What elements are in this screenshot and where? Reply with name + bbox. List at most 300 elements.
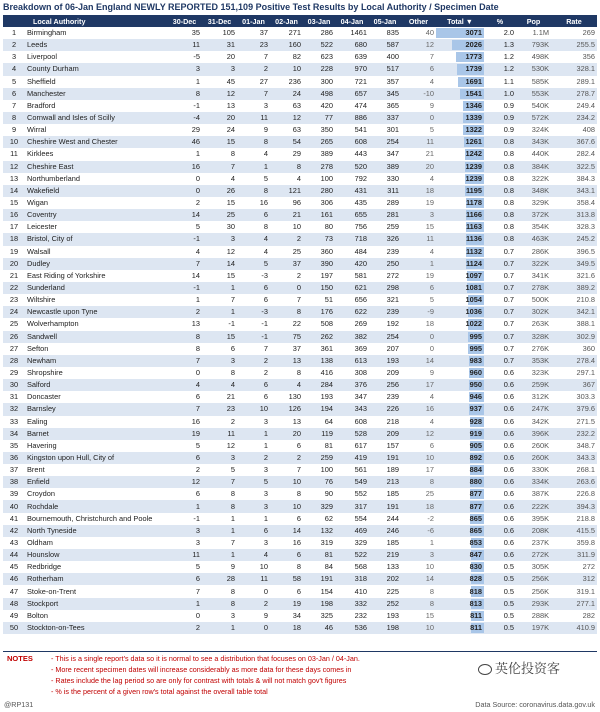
percent-cell: 0.7 <box>484 246 516 258</box>
date-count-cell: 34 <box>270 610 303 622</box>
date-count-cell: 24 <box>270 88 303 100</box>
date-count-cell: 75 <box>270 331 303 343</box>
rank-cell: 13 <box>3 173 25 185</box>
date-count-cell: -4 <box>167 112 202 124</box>
column-header[interactable]: Total ▼ <box>436 15 484 27</box>
other-cell: 5 <box>401 294 436 306</box>
date-count-cell: 552 <box>335 488 369 500</box>
total-value: 1239 <box>465 161 482 171</box>
date-count-cell: 254 <box>369 331 401 343</box>
table-row <box>3 100 597 112</box>
date-count-cell: 8 <box>237 185 270 197</box>
rank-cell: 17 <box>3 221 25 233</box>
date-count-cell: 35 <box>167 27 202 39</box>
date-count-cell: 213 <box>369 476 401 488</box>
total-cell <box>436 27 484 39</box>
total-cell <box>436 270 484 282</box>
table-row <box>3 124 597 136</box>
population-cell: 387K <box>516 488 551 500</box>
percent-cell: 0.6 <box>484 549 516 561</box>
date-count-cell: 301 <box>369 124 401 136</box>
table-row <box>3 585 597 597</box>
note-line: - More recent specimen dates will increase considerably as more data for these days comes in <box>51 665 352 674</box>
footer-handle: @RP131 <box>4 700 34 709</box>
note-line: - % is the percent of a given row's total against the overall table total <box>51 687 268 696</box>
population-cell: 322K <box>516 173 551 185</box>
percent-cell: 1.2 <box>484 63 516 75</box>
date-count-cell: 176 <box>303 306 335 318</box>
other-cell: 18 <box>401 318 436 330</box>
rank-cell: 1 <box>3 27 25 39</box>
date-count-cell: 3 <box>202 610 237 622</box>
rate-cell: 297.1 <box>551 367 597 379</box>
date-count-cell: 209 <box>369 367 401 379</box>
authority-name: Stockton-on-Tees <box>25 622 167 634</box>
total-cell <box>436 343 484 355</box>
total-cell <box>436 124 484 136</box>
date-count-cell: 517 <box>369 63 401 75</box>
date-count-cell: 6 <box>237 379 270 391</box>
column-header: 01-Jan <box>237 15 270 27</box>
other-cell: 14 <box>401 573 436 585</box>
rank-cell: 6 <box>3 88 25 100</box>
date-count-cell: 6 <box>270 585 303 597</box>
date-count-cell: 306 <box>303 197 335 209</box>
rate-cell: 269 <box>551 27 597 39</box>
percent-cell: 0.6 <box>484 391 516 403</box>
authority-name: Sandwell <box>25 331 167 343</box>
date-count-cell: 420 <box>303 100 335 112</box>
population-cell: 395K <box>516 513 551 525</box>
date-count-cell: 3 <box>202 355 237 367</box>
rank-cell: 44 <box>3 549 25 561</box>
total-value: 937 <box>469 404 482 414</box>
date-count-cell: 12 <box>167 476 202 488</box>
date-count-cell: 197 <box>303 270 335 282</box>
column-header: 31-Dec <box>202 15 237 27</box>
table-row <box>3 488 597 500</box>
rank-cell: 26 <box>3 331 25 343</box>
date-count-cell: 7 <box>270 464 303 476</box>
total-value: 1178 <box>465 198 482 208</box>
date-count-cell: 4 <box>270 173 303 185</box>
date-count-cell: -1 <box>237 331 270 343</box>
table-row <box>3 294 597 306</box>
other-cell: 4 <box>401 76 436 88</box>
date-count-cell: 4 <box>237 549 270 561</box>
date-count-cell: 443 <box>335 148 369 160</box>
date-count-cell: 236 <box>270 76 303 88</box>
date-count-cell: 63 <box>270 124 303 136</box>
table-row <box>3 282 597 294</box>
watermark-text: 英伦投资客 <box>495 661 561 676</box>
rate-cell: 384.3 <box>551 173 597 185</box>
table-row <box>3 549 597 561</box>
date-count-cell: 8 <box>202 585 237 597</box>
other-cell: 4 <box>401 391 436 403</box>
date-count-cell: 1 <box>237 440 270 452</box>
rank-cell: 4 <box>3 63 25 75</box>
date-count-cell: 298 <box>369 282 401 294</box>
authority-name: Bolton <box>25 610 167 622</box>
rate-cell: 396.5 <box>551 246 597 258</box>
population-cell: 372K <box>516 209 551 221</box>
date-count-cell: -1 <box>167 282 202 294</box>
date-count-cell: 389 <box>303 148 335 160</box>
date-count-cell: 194 <box>303 403 335 415</box>
rate-cell: 277.1 <box>551 598 597 610</box>
date-count-cell: 1 <box>202 549 237 561</box>
date-count-cell: 46 <box>303 622 335 634</box>
percent-cell: 0.9 <box>484 124 516 136</box>
date-count-cell: 2 <box>167 622 202 634</box>
authority-name: Wirral <box>25 124 167 136</box>
percent-cell: 2.0 <box>484 27 516 39</box>
date-count-cell: 7 <box>167 355 202 367</box>
rank-cell: 31 <box>3 391 25 403</box>
table-row <box>3 525 597 537</box>
date-count-cell: 3 <box>202 63 237 75</box>
date-count-cell: 6 <box>237 282 270 294</box>
date-count-cell: 8 <box>270 367 303 379</box>
total-value: 1322 <box>465 125 482 135</box>
authority-name: Sunderland <box>25 282 167 294</box>
date-count-cell: 357 <box>369 76 401 88</box>
date-count-cell: 1461 <box>335 27 369 39</box>
date-count-cell: 6 <box>237 391 270 403</box>
date-count-cell: 90 <box>303 488 335 500</box>
total-cell <box>436 464 484 476</box>
total-value: 1242 <box>465 149 482 159</box>
date-count-cell: 191 <box>369 500 401 512</box>
date-count-cell: 622 <box>335 306 369 318</box>
date-count-cell: 81 <box>303 549 335 561</box>
authority-name: Liverpool <box>25 51 167 63</box>
date-count-cell: 6 <box>167 391 202 403</box>
date-count-cell: 37 <box>270 258 303 270</box>
population-cell: 353K <box>516 355 551 367</box>
rate-cell: 245.2 <box>551 233 597 245</box>
date-count-cell: 58 <box>270 573 303 585</box>
date-count-cell: 51 <box>303 294 335 306</box>
date-count-cell: 11 <box>237 573 270 585</box>
total-value: 1773 <box>465 52 482 62</box>
total-cell <box>436 622 484 634</box>
other-cell: 11 <box>401 233 436 245</box>
date-count-cell: 528 <box>335 428 369 440</box>
date-count-cell: 3 <box>237 488 270 500</box>
table-row <box>3 270 597 282</box>
total-value: 865 <box>469 513 482 523</box>
total-value: 1739 <box>465 64 482 74</box>
total-value: 828 <box>469 574 482 584</box>
date-count-cell: 382 <box>335 331 369 343</box>
date-count-cell: 369 <box>335 343 369 355</box>
table-row <box>3 197 597 209</box>
column-header: 03-Jan <box>303 15 335 27</box>
date-count-cell: 3 <box>237 100 270 112</box>
date-count-cell: 1 <box>167 294 202 306</box>
header-row <box>3 15 597 27</box>
date-count-cell: 329 <box>335 537 369 549</box>
total-value: 946 <box>469 392 482 402</box>
rank-cell: 20 <box>3 258 25 270</box>
population-cell: 396K <box>516 428 551 440</box>
total-value: 960 <box>469 368 482 377</box>
rank-cell: 47 <box>3 585 25 597</box>
percent-cell: 0.6 <box>484 440 516 452</box>
other-cell: 18 <box>401 185 436 197</box>
percent-cell: 0.8 <box>484 161 516 173</box>
population-cell: 500K <box>516 294 551 306</box>
total-value: 1239 <box>465 173 482 183</box>
total-value: 877 <box>469 501 482 511</box>
date-count-cell: 289 <box>369 197 401 209</box>
percent-cell: 0.5 <box>484 610 516 622</box>
date-count-cell: 2 <box>270 270 303 282</box>
date-count-cell: 10 <box>237 403 270 415</box>
authority-name: Barnet <box>25 428 167 440</box>
table-row <box>3 440 597 452</box>
date-count-cell: 350 <box>303 124 335 136</box>
date-count-cell: 617 <box>335 440 369 452</box>
date-count-cell: 420 <box>335 258 369 270</box>
date-count-cell: 2 <box>202 416 237 428</box>
other-cell: 6 <box>401 63 436 75</box>
date-count-cell: 280 <box>303 185 335 197</box>
date-count-cell: 8 <box>202 500 237 512</box>
population-cell: 260K <box>516 440 551 452</box>
date-count-cell: 6 <box>167 488 202 500</box>
date-count-cell: 639 <box>335 51 369 63</box>
date-count-cell: 3 <box>167 63 202 75</box>
date-count-cell: 14 <box>202 258 237 270</box>
date-count-cell: 2 <box>237 63 270 75</box>
table-row <box>3 416 597 428</box>
column-header <box>3 15 25 27</box>
total-cell <box>436 476 484 488</box>
population-cell: 530K <box>516 63 551 75</box>
date-count-cell: 82 <box>270 51 303 63</box>
date-count-cell: 2 <box>270 452 303 464</box>
date-count-cell: 126 <box>270 403 303 415</box>
authority-name: Wakefield <box>25 185 167 197</box>
date-count-cell: 10 <box>270 500 303 512</box>
date-count-cell: 15 <box>202 331 237 343</box>
total-cell <box>436 549 484 561</box>
date-count-cell: 105 <box>202 27 237 39</box>
other-cell: 10 <box>401 561 436 573</box>
rate-cell: 249.4 <box>551 100 597 112</box>
date-count-cell: 286 <box>303 27 335 39</box>
date-count-cell: 419 <box>335 452 369 464</box>
percent-cell: 0.8 <box>484 148 516 160</box>
rank-cell: 18 <box>3 233 25 245</box>
rate-cell: 278.4 <box>551 355 597 367</box>
date-count-cell: 410 <box>335 585 369 597</box>
date-count-cell: 37 <box>270 343 303 355</box>
date-count-cell: 281 <box>369 209 401 221</box>
date-count-cell: 325 <box>303 610 335 622</box>
table-row <box>3 343 597 355</box>
date-count-cell: 0 <box>270 282 303 294</box>
date-count-cell: 7 <box>167 585 202 597</box>
date-count-cell: 3 <box>202 452 237 464</box>
date-count-cell: 721 <box>335 76 369 88</box>
rate-cell: 282.4 <box>551 148 597 160</box>
rank-cell: 2 <box>3 39 25 51</box>
date-count-cell: 4 <box>202 379 237 391</box>
table-row <box>3 537 597 549</box>
date-count-cell: 8 <box>270 488 303 500</box>
population-cell: 259K <box>516 379 551 391</box>
rate-cell: 358.4 <box>551 197 597 209</box>
date-count-cell: 0 <box>237 622 270 634</box>
date-count-cell: 11 <box>167 39 202 51</box>
date-count-cell: 11 <box>167 549 202 561</box>
total-value: 813 <box>469 598 482 608</box>
date-count-cell: 193 <box>369 610 401 622</box>
date-count-cell: 2 <box>270 233 303 245</box>
note-line: - This is a single report's data so it is normal to see a distribution that focuses on 03-Jan / 04-Jan. <box>51 654 360 663</box>
date-count-cell: 1 <box>167 76 202 88</box>
date-count-cell: 6 <box>270 513 303 525</box>
date-count-cell: 12 <box>270 112 303 124</box>
date-count-cell: 343 <box>335 403 369 415</box>
rate-cell: 289.1 <box>551 76 597 88</box>
table-row <box>3 136 597 148</box>
other-cell: -10 <box>401 88 436 100</box>
percent-cell: 0.7 <box>484 331 516 343</box>
date-count-cell: 3 <box>167 525 202 537</box>
date-count-cell: 64 <box>303 416 335 428</box>
rate-cell: 322.5 <box>551 161 597 173</box>
date-count-cell: 536 <box>335 622 369 634</box>
date-count-cell: 21 <box>202 391 237 403</box>
date-count-cell: 8 <box>167 343 202 355</box>
total-value: 884 <box>469 465 482 475</box>
other-cell: 8 <box>401 476 436 488</box>
population-cell: 260K <box>516 452 551 464</box>
percent-cell: 0.8 <box>484 221 516 233</box>
rank-cell: 32 <box>3 403 25 415</box>
authority-name: Rotherham <box>25 573 167 585</box>
rate-cell: 388.1 <box>551 318 597 330</box>
percent-cell: 0.6 <box>484 476 516 488</box>
date-count-cell: 26 <box>202 185 237 197</box>
date-count-cell: 284 <box>303 379 335 391</box>
date-count-cell: 228 <box>303 63 335 75</box>
total-cell <box>436 233 484 245</box>
date-count-cell: 3 <box>202 233 237 245</box>
date-count-cell: 6 <box>270 440 303 452</box>
date-count-cell: 244 <box>369 513 401 525</box>
date-count-cell: 1 <box>202 282 237 294</box>
rank-cell: 24 <box>3 306 25 318</box>
date-count-cell: 14 <box>270 525 303 537</box>
population-cell: 329K <box>516 197 551 209</box>
date-count-cell: -1 <box>167 100 202 112</box>
date-count-cell: 239 <box>369 306 401 318</box>
date-count-cell: 416 <box>303 367 335 379</box>
date-count-cell: 15 <box>202 270 237 282</box>
total-value: 919 <box>469 428 482 438</box>
date-count-cell: 321 <box>369 294 401 306</box>
column-header: Pop <box>516 15 551 27</box>
date-count-cell: 347 <box>335 391 369 403</box>
date-count-cell: 390 <box>303 258 335 270</box>
column-header: 05-Jan <box>369 15 401 27</box>
other-cell: 1 <box>401 537 436 549</box>
population-cell: 343K <box>516 136 551 148</box>
total-value: 811 <box>470 622 482 632</box>
total-value: 818 <box>469 586 482 596</box>
total-value: 1132 <box>465 246 482 256</box>
total-cell <box>436 573 484 585</box>
percent-cell: 0.7 <box>484 318 516 330</box>
date-count-cell: 76 <box>303 476 335 488</box>
date-count-cell: 20 <box>270 428 303 440</box>
date-count-cell: 680 <box>335 39 369 51</box>
date-count-cell: 0 <box>167 610 202 622</box>
rank-cell: 48 <box>3 598 25 610</box>
date-count-cell: 3 <box>237 537 270 549</box>
total-value: 1691 <box>465 76 482 86</box>
authority-name: Sheffield <box>25 76 167 88</box>
date-count-cell: 469 <box>335 525 369 537</box>
total-value: 3071 <box>465 28 482 38</box>
date-count-cell: 7 <box>202 161 237 173</box>
date-count-cell: 23 <box>202 403 237 415</box>
rate-cell: 389.2 <box>551 282 597 294</box>
other-cell: -9 <box>401 306 436 318</box>
authority-name: Walsall <box>25 246 167 258</box>
percent-cell: 1.3 <box>484 39 516 51</box>
date-count-cell: 81 <box>303 440 335 452</box>
percent-cell: 0.9 <box>484 112 516 124</box>
date-count-cell: 7 <box>270 294 303 306</box>
total-value: 1124 <box>465 258 482 268</box>
total-cell <box>436 331 484 343</box>
date-count-cell: 100 <box>303 464 335 476</box>
date-count-cell: 2 <box>237 452 270 464</box>
date-count-cell: 608 <box>335 416 369 428</box>
date-count-cell: 3 <box>167 537 202 549</box>
rate-cell: 359.8 <box>551 537 597 549</box>
authority-name: Croydon <box>25 488 167 500</box>
date-count-cell: 21 <box>270 209 303 221</box>
authority-name: Leeds <box>25 39 167 51</box>
date-count-cell: 345 <box>369 88 401 100</box>
rank-cell: 22 <box>3 282 25 294</box>
population-cell: 348K <box>516 185 551 197</box>
date-count-cell: 256 <box>369 379 401 391</box>
date-count-cell: 269 <box>335 318 369 330</box>
rank-cell: 5 <box>3 76 25 88</box>
total-value: 983 <box>469 355 482 365</box>
authority-name: Rochdale <box>25 500 167 512</box>
date-count-cell: 8 <box>202 148 237 160</box>
date-count-cell: 11 <box>202 428 237 440</box>
population-cell: 278K <box>516 282 551 294</box>
rank-cell: 23 <box>3 294 25 306</box>
population-cell: 384K <box>516 161 551 173</box>
other-cell: 40 <box>401 27 436 39</box>
authority-name: Sefton <box>25 343 167 355</box>
date-count-cell: 6 <box>167 573 202 585</box>
total-cell <box>436 63 484 75</box>
date-count-cell: 239 <box>369 391 401 403</box>
